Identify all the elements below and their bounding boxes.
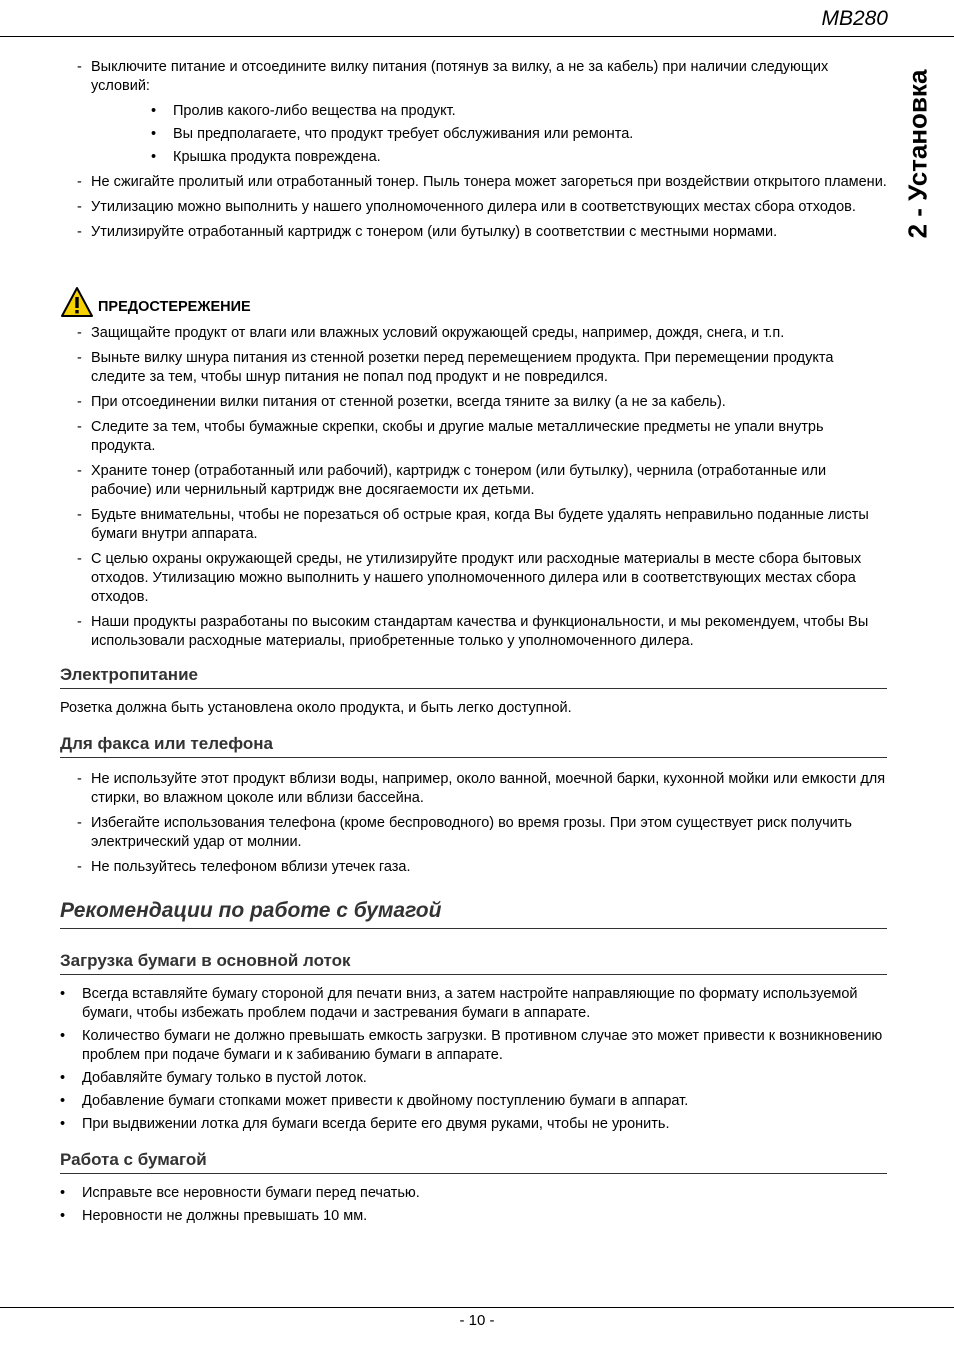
list-item: - Избегайте использования телефона (кроме беспроводного) во время грозы. При этом существует риск получить электрический удар от молнии. (60, 814, 887, 852)
paper-loading-list (60, 985, 887, 1134)
warning-heading (60, 286, 887, 318)
sublist-item: • Вы предполагаете, что продукт требует обслуживания или ремонта. (91, 125, 887, 144)
header-model: MB280 (821, 7, 888, 30)
list-item: • Неровности не должны превышать 10 мм. (60, 1207, 887, 1226)
sublist-item: • Пролив какого-либо вещества на продукт. (91, 102, 887, 121)
list-item: - Защищайте продукт от влаги или влажных условий окружающей среды, например, дождя, снега, и т.п. (60, 324, 887, 343)
sublist-item: • Крышка продукта повреждена. (91, 148, 887, 167)
warning-label: ПРЕДОСТЕРЕЖЕНИЕ (98, 299, 251, 315)
list-item: - Наши продукты разработаны по высоким стандартам качества и функциональности, и мы рекомендуем, чтобы Вы использовали расходные материалы, приобретенные только у уполномоченного дилера. (60, 613, 887, 651)
list-item: • Исправьте все неровности бумаги перед печатью. (60, 1184, 887, 1203)
list-item: - Утилизируйте отработанный картридж с тонером (или бутылку) в соответствии с местными нормами. (60, 223, 887, 242)
list-item (60, 58, 887, 167)
paper-handling-heading: Работа с бумагой (60, 1150, 887, 1174)
page-content (60, 58, 887, 1230)
list-item: - Следите за тем, чтобы бумажные скрепки, скобы и другие малые металлические предметы не упали внутрь продукта. (60, 418, 887, 456)
paper-heading: Рекомендации по работе с бумагой (60, 899, 887, 929)
fax-heading: Для факса или телефона (60, 734, 887, 758)
list-item: • Количество бумаги не должно превышать емкость загрузки. В противном случае это может привести к возникновению проблем при подаче бумаги и к забиванию бумаги в аппарате. (60, 1027, 887, 1065)
power-heading: Электропитание (60, 665, 887, 689)
list-item: - Будьте внимательны, чтобы не порезаться об острые края, когда Вы будете удалять неправильно поданные листы бумаги внутри аппарата. (60, 506, 887, 544)
chapter-tab (896, 58, 940, 258)
list-item: • Добавление бумаги стопками может привести к двойному поступлению бумаги в аппарат. (60, 1092, 887, 1111)
list-item: - Утилизацию можно выполнить у нашего уполномоченного дилера или в соответствующих местах сбора отходов. (60, 198, 887, 217)
list-item: - Не используйте этот продукт вблизи воды, например, около ванной, моечной барки, кухонной мойки или емкости для стирки, во влажном цоколе или вблизи бассейна. (60, 770, 887, 808)
list-item: - С целью охраны окружающей среды, не утилизируйте продукт или расходные материалы в месте сбора бытовых отходов. Утилизацию можно выполнить у нашего уполномоченного дилера или в соответствующих местах сбора отходов. (60, 550, 887, 607)
list-item: - Не пользуйтесь телефоном вблизи утечек газа. (60, 858, 887, 877)
list-item: - Не сжигайте пролитый или отработанный тонер. Пыль тонера может загореться при воздействии открытого пламени. (60, 173, 887, 192)
warning-list (60, 324, 887, 651)
intro-list (60, 58, 887, 242)
fax-list (60, 770, 887, 877)
paper-loading-heading: Загрузка бумаги в основной лоток (60, 951, 887, 975)
paper-handling-list (60, 1184, 887, 1226)
list-item: • Добавляйте бумагу только в пустой лоток. (60, 1069, 887, 1088)
chapter-tab-label: 2 - Установка (902, 69, 933, 239)
footer-rule (0, 1307, 954, 1308)
list-item: • При выдвижении лотка для бумаги всегда берите его двумя руками, чтобы не уронить. (60, 1115, 887, 1134)
list-item: - Храните тонер (отработанный или рабочий), картридж с тонером (или бутылку), чернила (отработанные или рабочие) или чернильный картридж вне досягаемости их детьми. (60, 462, 887, 500)
page-number: - 10 - (459, 1312, 495, 1329)
intro-sublist (91, 102, 887, 167)
list-item: - Выньте вилку шнура питания из стенной розетки перед перемещением продукта. При перемещении продукта следите за тем, чтобы шнур питания не попал под продукт и не повредился. (60, 349, 887, 387)
power-text: Розетка должна быть установлена около продукта, и быть легко доступной. (60, 700, 572, 716)
list-item-text: Выключите питание и отсоедините вилку питания (потянув за вилку, а не за кабель) при наличии следующих условий: (91, 59, 829, 94)
warning-triangle-icon (60, 286, 94, 318)
list-item: • Всегда вставляйте бумагу стороной для печати вниз, а затем настройте направляющие по формату используемой бумаги, чтобы избежать проблем подачи и застревания бумаги в аппарате. (60, 985, 887, 1023)
list-item: - При отсоединении вилки питания от стенной розетки, всегда тяните за вилку (а не за кабель). (60, 393, 887, 412)
header-rule (0, 36, 954, 37)
